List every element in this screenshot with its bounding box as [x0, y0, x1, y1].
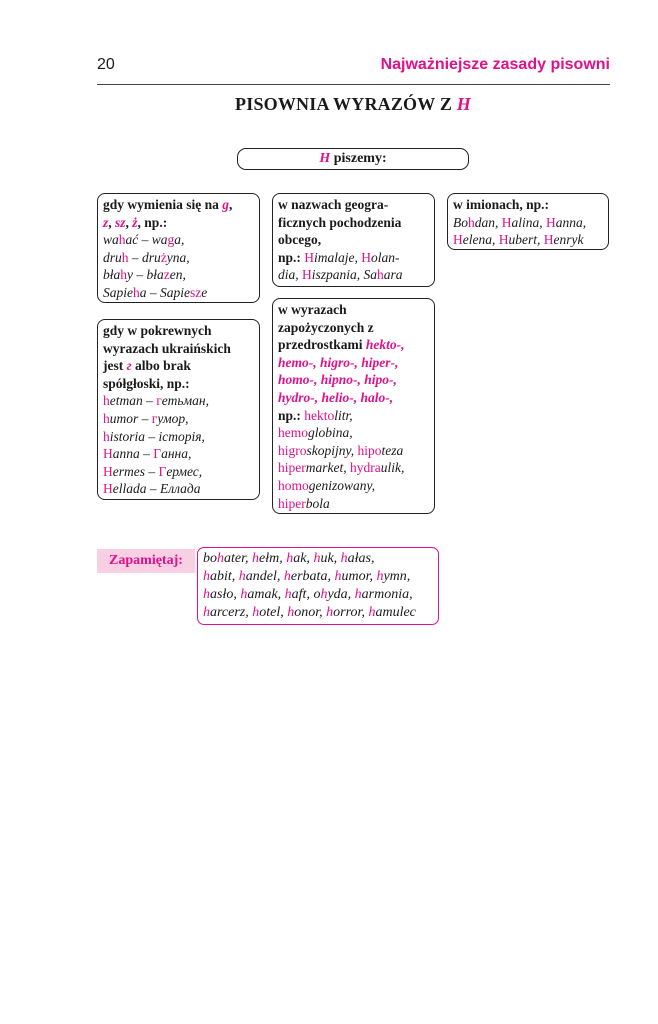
highlighted-text: h: [118, 232, 126, 248]
text-run: obcego,: [278, 232, 322, 248]
highlighted-text: H: [103, 446, 113, 462]
text-run: iszpania, Sa: [311, 267, 378, 283]
highlighted-text: hekto-,: [365, 337, 405, 353]
highlighted-text: h: [376, 569, 384, 584]
highlighted-text: h: [368, 605, 376, 620]
highlighted-text: h: [284, 587, 292, 602]
text-run: albo brak: [131, 358, 191, 374]
highlighted-text: ż: [160, 249, 167, 265]
highlighted-text: homo: [278, 477, 309, 493]
text-line: [103, 375, 254, 393]
text-run: spółgłoski, np.:: [103, 375, 190, 391]
text-line: [103, 357, 254, 375]
text-line: [203, 586, 433, 604]
highlighted-text: h: [238, 569, 246, 584]
rule-box-prefixes: [272, 298, 435, 514]
highlighted-text: h: [252, 551, 259, 566]
header-rule: [97, 84, 610, 85]
rule-box-intro: [103, 196, 254, 231]
text-run: np.:: [278, 249, 305, 265]
highlighted-text: h: [103, 410, 110, 426]
text-run: ermes –: [112, 463, 159, 479]
text-line: [203, 568, 433, 586]
text-run: dru: [103, 249, 122, 265]
highlighted-text: h: [103, 428, 110, 444]
highlighted-text: sz: [190, 284, 202, 300]
highlighted-text: hekto: [304, 407, 335, 423]
text-run: en,: [169, 267, 186, 283]
rule-box-examples: [103, 231, 254, 301]
text-run: etman –: [109, 393, 157, 409]
text-run: bola: [305, 495, 330, 511]
page-title-letter: H: [456, 94, 471, 114]
text-line: [103, 266, 254, 284]
text-line: [103, 284, 254, 302]
highlighted-text: homo-, hipno-, hipo-,: [278, 372, 397, 388]
text-run: y – bła: [127, 267, 164, 283]
text-run: bła: [103, 267, 121, 283]
highlighted-text: г: [126, 358, 132, 374]
text-run: wa: [103, 232, 119, 248]
text-run: istoria – історія,: [109, 428, 205, 444]
text-line: [278, 266, 429, 284]
text-run: w imionach, np.:: [453, 197, 550, 212]
text-run: aft, o: [291, 587, 321, 602]
text-run: a,: [174, 232, 185, 248]
page-title: [0, 94, 658, 115]
pill-text: piszemy:: [330, 151, 387, 166]
text-line: [103, 410, 254, 428]
text-run: jest: [103, 358, 127, 374]
text-run: анна,: [161, 446, 192, 462]
text-line: [453, 214, 603, 232]
highlighted-text: h: [133, 284, 140, 300]
highlighted-text: h: [313, 551, 321, 566]
text-run: bo: [203, 551, 217, 566]
highlighted-text: h: [354, 587, 362, 602]
text-run: ać – wa: [125, 232, 168, 248]
highlighted-text: Г: [158, 463, 167, 479]
text-run: andel,: [245, 569, 284, 584]
highlighted-text: hemo-, higro-, hiper-,: [278, 354, 399, 370]
highlighted-text: hipo: [357, 442, 382, 458]
highlighted-text: h: [287, 605, 295, 620]
text-line: [103, 480, 254, 498]
highlighted-text: h: [203, 587, 210, 602]
text-run: zapożyczonych z: [278, 319, 374, 335]
text-run: ałas,: [347, 551, 375, 566]
highlighted-text: h: [121, 249, 129, 265]
text-run: teza: [381, 442, 404, 458]
highlighted-text: г: [151, 410, 158, 426]
text-run: gdy wymienia się na: [103, 197, 223, 212]
highlighted-text: h: [377, 267, 384, 283]
text-line: [103, 196, 254, 214]
text-run: przedrostkami: [278, 337, 366, 353]
highlighted-text: h: [468, 214, 475, 230]
text-run: ,: [229, 197, 233, 212]
text-run: yda,: [327, 587, 355, 602]
text-run: ficznych pochodzenia: [278, 214, 402, 230]
highlighted-text: H: [501, 214, 512, 230]
text-run: otel,: [259, 605, 288, 620]
text-run: np.:: [278, 407, 305, 423]
text-line: [103, 428, 254, 446]
highlighted-text: sz: [115, 214, 126, 230]
text-line: [278, 354, 429, 372]
text-run: ермес,: [166, 463, 203, 479]
highlighted-text: h: [326, 605, 334, 620]
text-line: [103, 231, 254, 249]
highlighted-text: H: [304, 249, 315, 265]
text-run: anna,: [555, 214, 587, 230]
highlighted-text: ż: [132, 214, 138, 230]
text-run: erbata,: [290, 569, 335, 584]
text-run: Bo: [453, 214, 468, 230]
text-line: [453, 231, 603, 249]
text-run: genizowany,: [308, 477, 376, 493]
text-run: globina,: [308, 425, 353, 441]
highlighted-text: H: [498, 232, 509, 248]
text-run: ymn,: [383, 569, 411, 584]
highlighted-text: H: [546, 214, 556, 230]
highlighted-text: g: [167, 232, 175, 248]
highlighted-text: h: [203, 605, 210, 620]
text-run: – dru: [128, 249, 161, 265]
text-run: ak,: [293, 551, 314, 566]
text-line: [278, 459, 429, 477]
text-line: [278, 196, 429, 214]
text-run: ełm,: [259, 551, 287, 566]
text-run: ulik,: [380, 460, 405, 476]
text-run: amulec: [375, 605, 416, 620]
highlighted-text: z: [103, 214, 109, 230]
section-title: Najważniejsze zasady pisowni: [380, 56, 610, 73]
text-run: ubert,: [508, 232, 544, 248]
highlighted-text: H: [103, 481, 113, 497]
text-run: olan-: [371, 249, 400, 265]
text-line: [278, 336, 429, 354]
rule-heading-pill: [237, 148, 469, 170]
text-line: [103, 340, 254, 358]
text-run: uk,: [320, 551, 341, 566]
text-run: w nazwach geogra-: [278, 197, 389, 212]
highlighted-text: h: [320, 587, 328, 602]
highlighted-text: g: [222, 197, 230, 212]
highlighted-text: h: [286, 551, 294, 566]
highlighted-text: hiper: [278, 460, 306, 476]
highlighted-text: hydra: [350, 460, 381, 476]
text-run: умор,: [157, 410, 189, 426]
text-run: elena,: [462, 232, 499, 248]
text-line: [278, 249, 429, 267]
text-run: wyrazach ukraińskich: [103, 340, 231, 356]
page-title-main: PISOWNIA WYRAZÓW Z: [235, 94, 457, 114]
rule-box-geographic-names: [272, 193, 435, 287]
highlighted-text: H: [453, 232, 463, 248]
highlighted-text: h: [103, 393, 110, 409]
text-run: abit,: [210, 569, 239, 584]
text-run: arcerz,: [210, 605, 253, 620]
text-run: a – Sapie: [139, 284, 190, 300]
text-run: onor,: [294, 605, 327, 620]
text-line: [278, 231, 429, 249]
text-run: dan,: [474, 214, 502, 230]
highlighted-text: hiper: [278, 495, 306, 511]
text-line: [203, 604, 433, 622]
text-run: Sapie: [103, 284, 133, 300]
text-line: [103, 322, 254, 340]
text-line: [103, 463, 254, 481]
text-run: ,: [125, 214, 133, 230]
highlighted-text: h: [120, 267, 128, 283]
text-line: [278, 442, 429, 460]
text-run: ara: [383, 267, 403, 283]
text-run: umor,: [341, 569, 377, 584]
text-run: , np.:: [137, 214, 168, 230]
text-run: litr,: [334, 407, 353, 423]
highlighted-text: h: [240, 587, 248, 602]
remember-box: [197, 547, 439, 625]
rule-box-ukrainian: [97, 319, 260, 500]
text-run: armonia,: [361, 587, 413, 602]
text-run: orror,: [333, 605, 369, 620]
highlighted-text: H: [543, 232, 554, 248]
text-run: market,: [305, 460, 350, 476]
text-run: asło,: [210, 587, 241, 602]
text-run: ellada – Еллада: [112, 481, 201, 497]
text-line: [278, 301, 429, 319]
highlighted-text: h: [340, 551, 348, 566]
text-run: e: [201, 284, 208, 300]
text-line: [278, 371, 429, 389]
text-run: gdy w pokrewnych: [103, 323, 212, 338]
text-run: alina,: [511, 214, 547, 230]
text-line: [103, 445, 254, 463]
text-line: [203, 550, 433, 568]
text-line: [453, 196, 603, 214]
text-line: [103, 392, 254, 410]
remember-label: Zapamiętaj:: [97, 549, 195, 573]
pill-letter: H: [319, 151, 331, 166]
highlighted-text: г: [156, 393, 162, 409]
text-line: [278, 424, 429, 442]
text-run: етьман,: [161, 393, 209, 409]
text-run: ,: [108, 214, 116, 230]
highlighted-text: higro: [278, 442, 307, 458]
highlighted-text: h: [252, 605, 260, 620]
highlighted-text: h: [334, 569, 342, 584]
text-run: skopijny,: [306, 442, 358, 458]
text-run: enryk: [553, 232, 584, 248]
page-number: 20: [97, 56, 115, 73]
text-line: [103, 249, 254, 267]
highlighted-text: H: [302, 267, 312, 283]
text-line: [278, 214, 429, 232]
rule-box-alternation: [97, 193, 260, 303]
highlighted-text: hydro-, helio-, halo-,: [278, 389, 394, 405]
highlighted-text: z: [163, 267, 170, 283]
highlighted-text: H: [361, 249, 372, 265]
text-run: yna,: [166, 249, 190, 265]
text-run: dia,: [278, 267, 303, 283]
text-run: imalaje,: [314, 249, 362, 265]
text-line: [278, 389, 429, 407]
text-line: [103, 214, 254, 232]
text-line: [278, 319, 429, 337]
text-run: ater,: [224, 551, 252, 566]
highlighted-text: h: [217, 551, 224, 566]
highlighted-text: H: [103, 463, 113, 479]
highlighted-text: Г: [153, 446, 162, 462]
text-run: anna –: [112, 446, 154, 462]
highlighted-text: h: [203, 569, 210, 584]
highlighted-text: h: [283, 569, 291, 584]
highlighted-text: hemo: [278, 425, 308, 441]
rule-box-first-names: [447, 193, 609, 250]
text-run: amak,: [247, 587, 285, 602]
text-line: [278, 407, 429, 425]
text-run: umor –: [109, 410, 152, 426]
text-line: [278, 495, 429, 513]
text-line: [278, 477, 429, 495]
text-run: w wyrazach: [278, 302, 347, 317]
